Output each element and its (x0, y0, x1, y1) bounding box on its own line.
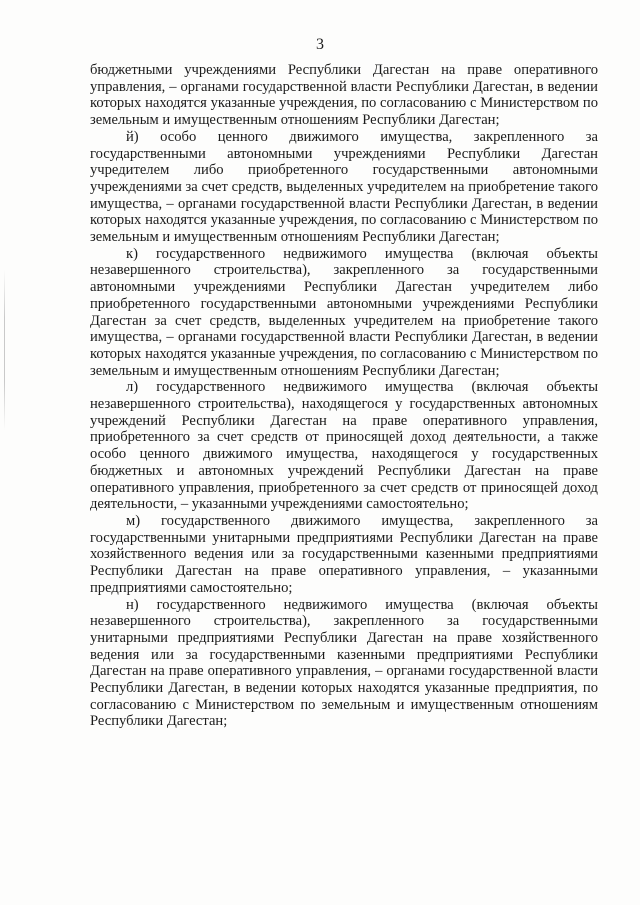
paragraph-item-l: л) государственного недвижимого имущества (включая объекты незавершенного строительства), находящегося у государственных автономных учреждений Республики Дагестан на праве оперативного управления, приобретенного за счет средств от приносящей доход деятельности, а также особо ценного движимого имущества, находящегося у государственных бюджетных и автономных учреждений Республики Дагестан на праве оперативного управления, приобретенного за счет средств от приносящей доход деятельности, – указанными учреждениями самостоятельно; (90, 379, 598, 513)
page-number: 3 (316, 36, 324, 53)
paragraph-continuation: бюджетными учреждениями Республики Дагестан на праве оперативного управления, – органами государственной власти Республики Дагестан, в ведении которых находятся указанные учреждения, по согласованию с Министерством по земельным и имущественным отношениям Республики Дагестан; (90, 62, 598, 129)
paragraph-item-k: к) государственного недвижимого имущества (включая объекты незавершенного строительства), закрепленного за государственными автономными учреждениями Республики Дагестан учредителем либо приобретенного государственными автономными учреждениями Республики Дагестан за счет средств, выделенных учредителем на приобретение такого имущества, – органами государственной власти Республики Дагестан, в ведении которых находятся указанные учреждения, по согласованию с Министерством по земельным и имущественным отношениям Республики Дагестан; (90, 245, 598, 379)
paragraph-item-m: м) государственного движимого имущества, закрепленного за государственными унитарными предприятиями Республики Дагестан на праве хозяйственного ведения или за государственными казенными предприятиями Республики Дагестан на праве оперативного управления, – указанными предприятиями самостоятельно; (90, 512, 598, 596)
paragraph-item-n: н) государственного недвижимого имущества (включая объекты незавершенного строительства), закрепленного за государственными унитарными предприятиями Республики Дагестан на праве хозяйственного ведения или за государственными казенными предприятиями Республики Дагестан на праве оперативного управления, – органами государственной власти Республики Дагестан, в ведении которых находятся указанные предприятия, по согласованию с Министерством по земельным и имущественным отношениям Республики Дагестан; (90, 596, 598, 730)
scan-edge-mark (4, 270, 5, 430)
document-body (90, 62, 598, 730)
paragraph-item-y: й) особо ценного движимого имущества, закрепленного за государственными автономными учреждениями Республики Дагестан учредителем либо приобретенного государственными автономными учреждениями за счет средств, выделенных учредителем на приобретение такого имущества, – органами государственной власти Республики Дагестан, в ведении которых находятся указанные учреждения, по согласованию с Министерством по земельным и имущественным отношениям Республики Дагестан; (90, 128, 598, 246)
